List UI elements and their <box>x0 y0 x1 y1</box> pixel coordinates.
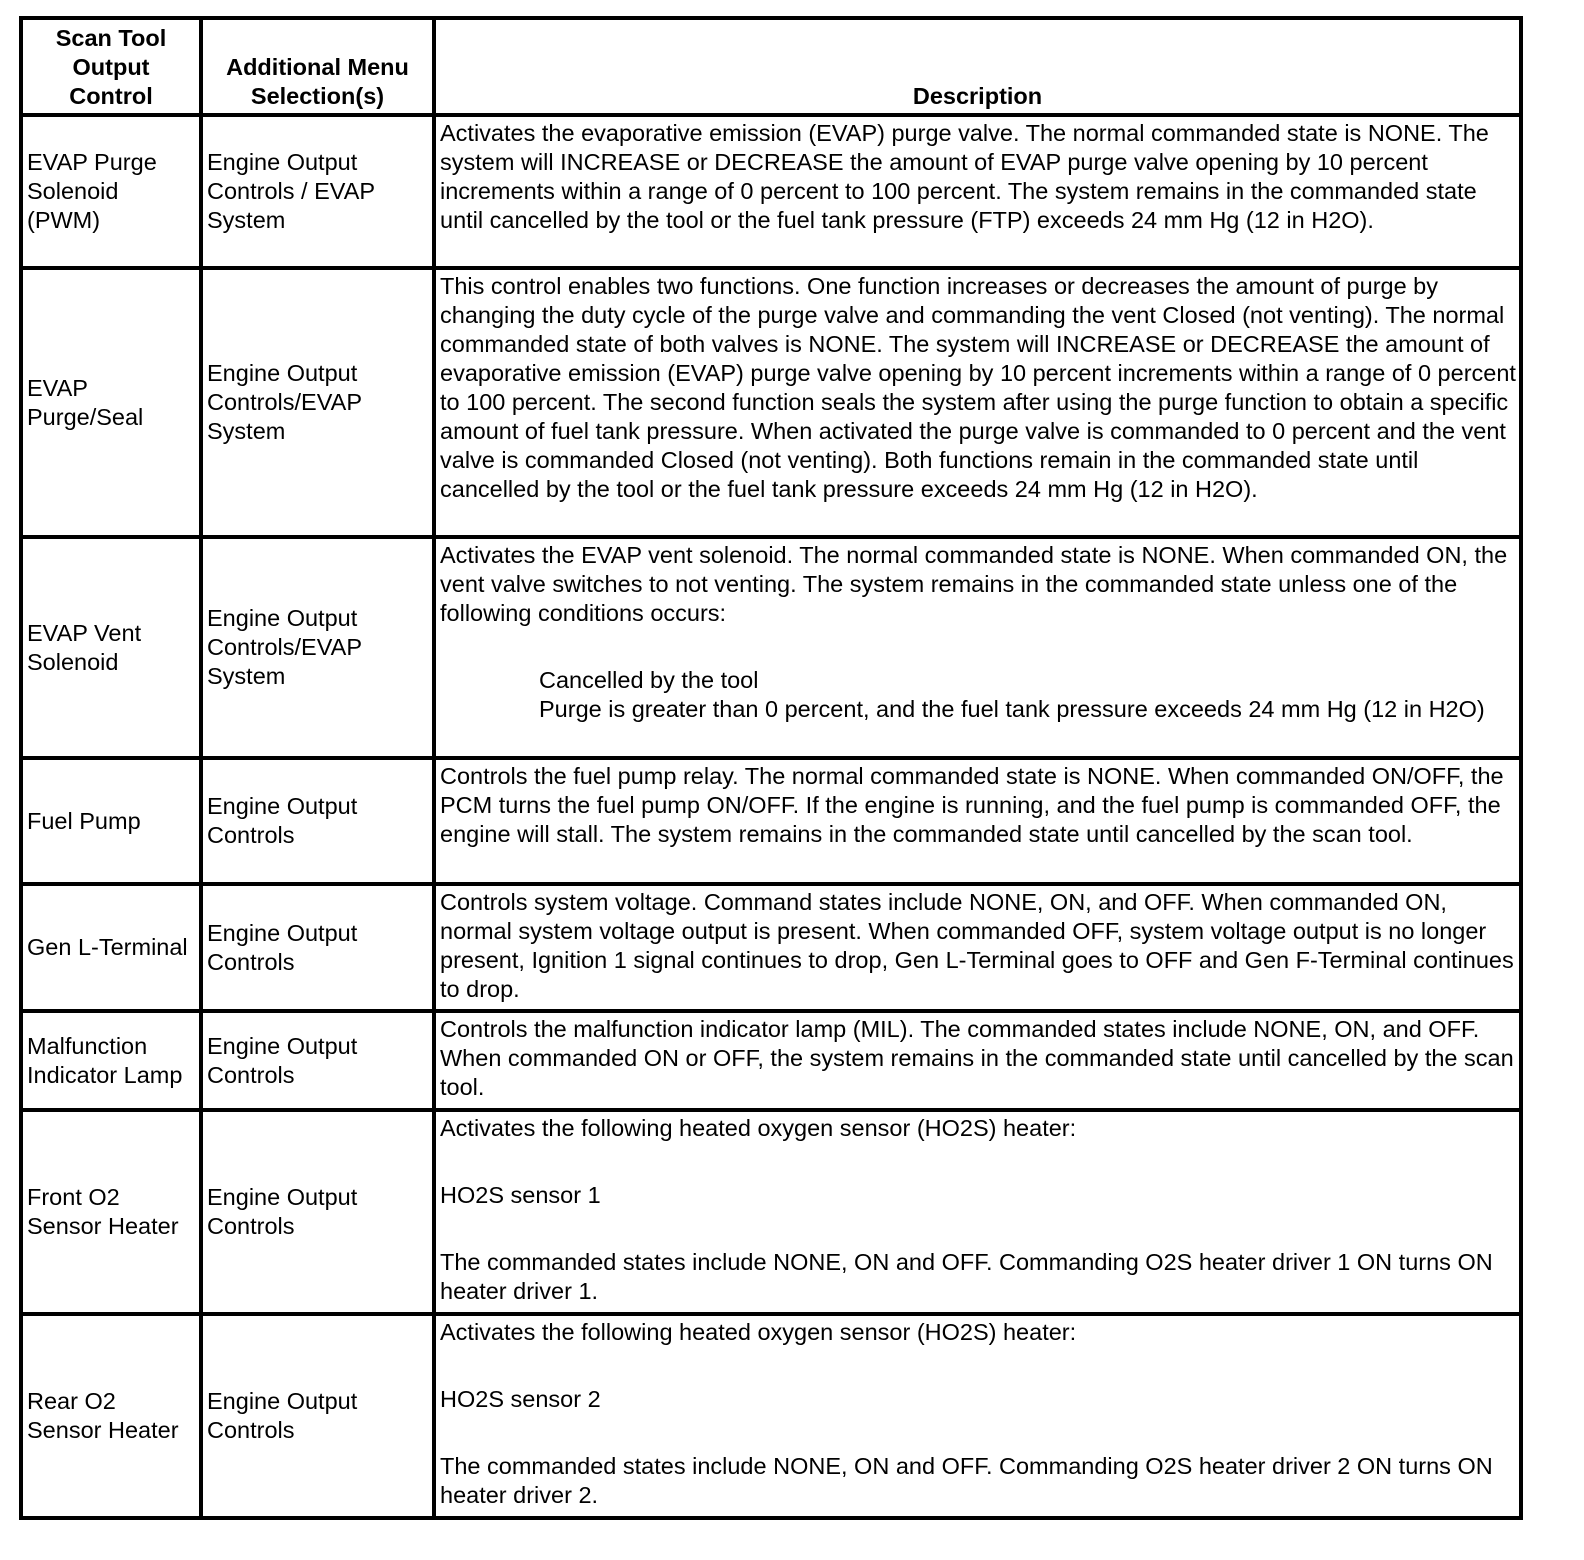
description-cell <box>434 1110 1521 1314</box>
header-line: Additional Menu <box>226 54 409 80</box>
description-cell <box>434 537 1521 758</box>
scan-tool-output-controls-table <box>19 16 1523 1520</box>
menu-selection-cell: Engine Output Controls / EVAP System <box>201 115 434 268</box>
description-text: Activates the EVAP vent solenoid. The normal commanded state is NONE. When commanded ON, the vent valve switches to not venting. The system remains in the commanded state unless one of the following conditions occurs: <box>440 542 1508 626</box>
condition-item: Cancelled by the tool <box>539 667 759 693</box>
condition-item: Purge is greater than 0 percent, and the fuel tank pressure exceeds 24 mm Hg (12 in H2O) <box>539 696 1485 722</box>
menu-selection-cell: Engine Output Controls/EVAP System <box>201 537 434 758</box>
control-cell: EVAP Purge/Seal <box>21 268 201 537</box>
spacer <box>440 1210 1516 1248</box>
menu-selection-cell: Engine Output Controls <box>201 884 434 1011</box>
table-row <box>21 115 1521 268</box>
description-cell <box>434 1314 1521 1518</box>
header-line: Output <box>72 54 150 80</box>
description-text: HO2S sensor 1 <box>440 1182 601 1208</box>
description-text: The commanded states include NONE, ON and OFF. Commanding O2S heater driver 1 ON turns ON heater driver 1. <box>440 1249 1493 1304</box>
description-cell: Activates the evaporative emission (EVAP) purge valve. The normal commanded state is NONE. The system will INCREASE or DECREASE the amount of EVAP purge valve opening by 10 percent increments within a range of 0 percent to 100 percent. The system remains in the commanded state until cancelled by the tool or the fuel tank pressure (FTP) exceeds 24 mm Hg (12 in H2O). <box>434 115 1521 268</box>
conditions-list <box>440 666 1516 724</box>
control-cell: Gen L-Terminal <box>21 884 201 1011</box>
description-text: HO2S sensor 2 <box>440 1386 601 1412</box>
menu-selection-cell: Engine Output Controls <box>201 1011 434 1110</box>
description-cell: This control enables two functions. One function increases or decreases the amount of purge by changing the duty cycle of the purge valve and commanding the vent Closed (not venting). The normal commanded state of both valves is NONE. The system will INCREASE or DECREASE the amount of evaporative emission (EVAP) purge valve opening by 10 percent increments within a range of 0 percent to 100 percent. The second function seals the system after using the purge function to obtain a specific amount of fuel tank pressure. When activated the purge valve is commanded to 0 percent and the vent valve is commanded Closed (not venting). Both functions remain in the commanded state until cancelled by the tool or the fuel tank pressure exceeds 24 mm Hg (12 in H2O). <box>434 268 1521 537</box>
spacer <box>440 1347 1516 1385</box>
control-cell: EVAP Vent Solenoid <box>21 537 201 758</box>
menu-selection-cell: Engine Output Controls <box>201 758 434 884</box>
table-row <box>21 1110 1521 1314</box>
description-text: The commanded states include NONE, ON and OFF. Commanding O2S heater driver 2 ON turns ON heater driver 2. <box>440 1453 1493 1508</box>
header-row <box>21 18 1521 115</box>
header-line: Control <box>69 83 153 109</box>
header-line: Scan Tool <box>55 25 167 51</box>
menu-selection-cell: Engine Output Controls <box>201 1110 434 1314</box>
menu-selection-cell: Engine Output Controls <box>201 1314 434 1518</box>
description-cell: Controls system voltage. Command states include NONE, ON, and OFF. When commanded ON, normal system voltage output is present. When commanded OFF, system voltage output is no longer present, Ignition 1 signal continues to drop, Gen L-Terminal goes to OFF and Gen F-Terminal continues to drop. <box>434 884 1521 1011</box>
spacer <box>440 628 1516 666</box>
menu-selection-cell: Engine Output Controls/EVAP System <box>201 268 434 537</box>
column-header-description: Description <box>434 18 1521 115</box>
table-row <box>21 537 1521 758</box>
table-row <box>21 268 1521 537</box>
description-cell: Controls the malfunction indicator lamp (MIL). The commanded states include NONE, ON, and OFF. When commanded ON or OFF, the system remains in the commanded state until cancelled by the scan tool. <box>434 1011 1521 1110</box>
table-row <box>21 1314 1521 1518</box>
column-header-additional-menu-selections <box>201 18 434 115</box>
control-cell: Fuel Pump <box>21 758 201 884</box>
table-row <box>21 1011 1521 1110</box>
description-cell: Controls the fuel pump relay. The normal commanded state is NONE. When commanded ON/OFF, the PCM turns the fuel pump ON/OFF. If the engine is running, and the fuel pump is commanded OFF, the engine will stall. The system remains in the commanded state until cancelled by the scan tool. <box>434 758 1521 884</box>
column-header-scan-tool-output-control <box>21 18 201 115</box>
control-cell: Malfunction Indicator Lamp <box>21 1011 201 1110</box>
description-text: Activates the following heated oxygen sensor (HO2S) heater: <box>440 1115 1077 1141</box>
spacer <box>440 1143 1516 1181</box>
spacer <box>440 1414 1516 1452</box>
control-cell: EVAP Purge Solenoid (PWM) <box>21 115 201 268</box>
header-line: Selection(s) <box>250 83 385 109</box>
control-cell: Rear O2 Sensor Heater <box>21 1314 201 1518</box>
table-row <box>21 884 1521 1011</box>
control-cell: Front O2 Sensor Heater <box>21 1110 201 1314</box>
description-text: Activates the following heated oxygen sensor (HO2S) heater: <box>440 1319 1077 1345</box>
table-row <box>21 758 1521 884</box>
